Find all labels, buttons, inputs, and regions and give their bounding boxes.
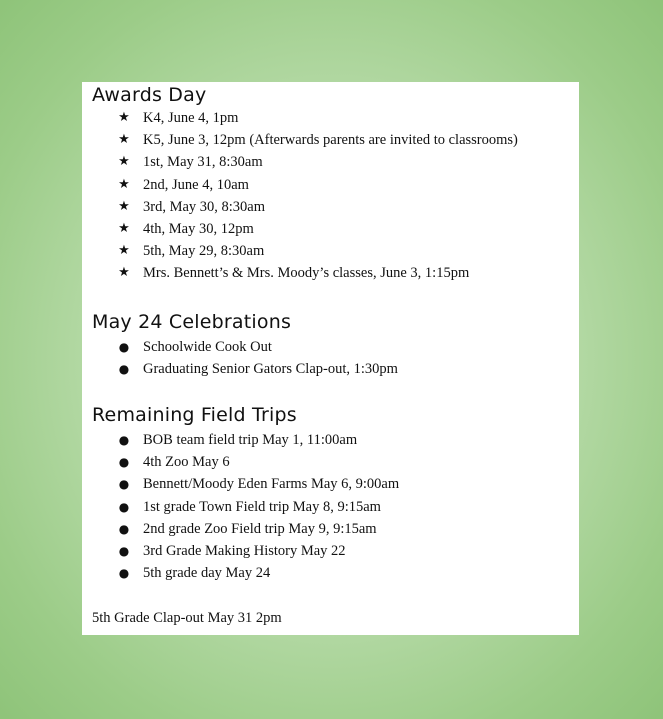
list-item: ★ K4, June 4, 1pm <box>82 107 518 129</box>
list-item: ● 4th Zoo May 6 <box>82 451 399 473</box>
list-item: ● Graduating Senior Gators Clap-out, 1:30pm <box>82 358 398 380</box>
list-item: ● 5th grade day May 24 <box>82 562 399 584</box>
bullet-icon: ● <box>118 362 130 377</box>
awards-day-heading: Awards Day <box>92 84 207 106</box>
footer-note: 5th Grade Clap-out May 31 2pm <box>92 610 282 626</box>
star-icon: ★ <box>118 198 130 214</box>
list-item: ● Schoolwide Cook Out <box>82 336 398 358</box>
list-item: ★ 4th, May 30, 12pm <box>82 218 518 240</box>
list-item: ★ 3rd, May 30, 8:30am <box>82 196 518 218</box>
list-item: ● 3rd Grade Making History May 22 <box>82 540 399 562</box>
bullet-icon: ● <box>118 477 130 492</box>
bullet-icon: ● <box>118 521 130 536</box>
bullet-icon: ● <box>118 566 130 581</box>
bullet-icon: ● <box>118 455 130 470</box>
star-icon: ★ <box>118 265 130 281</box>
star-icon: ★ <box>118 154 130 170</box>
list-item: ● 1st grade Town Field trip May 8, 9:15am <box>82 496 399 518</box>
star-icon: ★ <box>118 243 130 259</box>
list-item: ★ K5, June 3, 12pm (Afterwards parents are invited to classrooms) <box>82 129 518 151</box>
list-item: ★ Mrs. Bennett’s & Mrs. Moody’s classes, June 3, 1:15pm <box>82 262 518 284</box>
list-item: ● 2nd grade Zoo Field trip May 9, 9:15am <box>82 518 399 540</box>
list-item: ● BOB team field trip May 1, 11:00am <box>82 429 399 451</box>
list-item: ★ 2nd, June 4, 10am <box>82 174 518 196</box>
star-icon: ★ <box>118 176 130 192</box>
field-trips-heading: Remaining Field Trips <box>92 404 297 426</box>
bullet-icon: ● <box>118 543 130 558</box>
announcement-sheet <box>82 82 579 635</box>
celebrations-heading: May 24 Celebrations <box>92 311 292 333</box>
field-trips-list <box>82 429 399 584</box>
star-icon: ★ <box>118 132 130 148</box>
bullet-icon: ● <box>118 499 130 514</box>
list-item: ★ 1st, May 31, 8:30am <box>82 151 518 173</box>
awards-day-list <box>82 107 518 285</box>
list-item: ● Bennett/Moody Eden Farms May 6, 9:00am <box>82 473 399 495</box>
celebrations-list <box>82 336 398 380</box>
star-icon: ★ <box>118 110 130 125</box>
star-icon: ★ <box>118 220 130 236</box>
list-item: ★ 5th, May 29, 8:30am <box>82 240 518 262</box>
bullet-icon: ● <box>118 433 130 447</box>
bullet-icon: ● <box>118 340 130 354</box>
